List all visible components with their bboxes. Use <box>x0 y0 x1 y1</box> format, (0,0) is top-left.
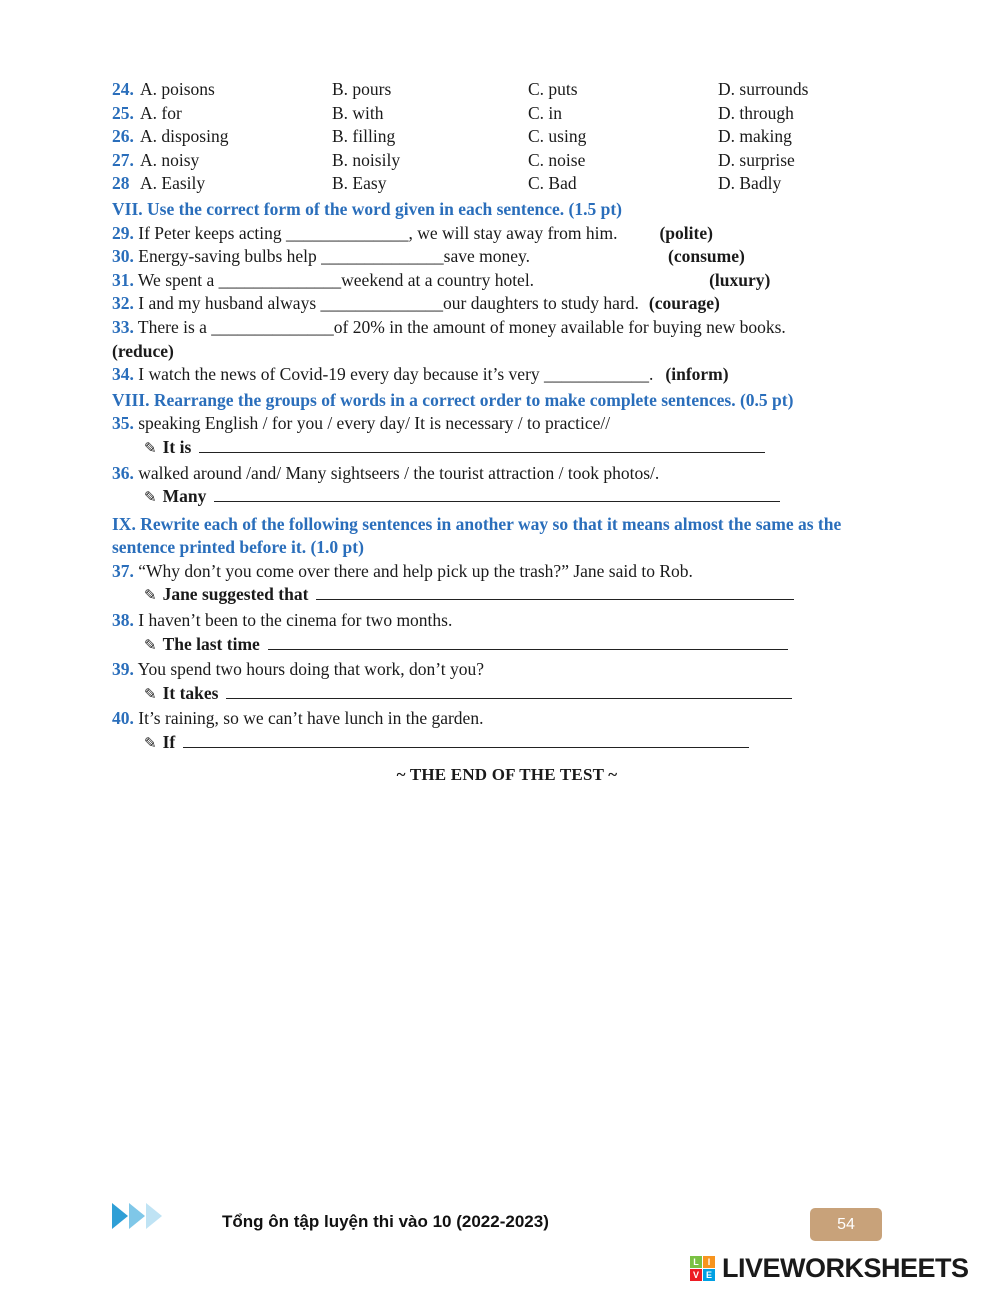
pen-icon: ✎ <box>144 440 157 457</box>
logo-letter-v: V <box>690 1269 702 1281</box>
given-word: (courage) <box>648 293 720 314</box>
option-d[interactable]: D. through <box>718 102 794 123</box>
option-a[interactable]: A. disposing <box>140 126 229 147</box>
option-b[interactable]: B. Easy <box>332 173 387 194</box>
question-number: 26. <box>112 126 134 147</box>
section-heading-vii: VII. Use the correct form of the word given in each sentence. (1.5 pt) <box>112 198 622 219</box>
question-30 <box>112 245 902 269</box>
question-text: I and my husband always ______________our daughters to study hard. <box>133 293 639 314</box>
answer-blank[interactable] <box>183 733 749 748</box>
logo-letter-i: I <box>703 1256 715 1268</box>
end-of-test-note: ~ THE END OF THE TEST ~ <box>396 764 618 784</box>
answer-line-37[interactable] <box>112 583 902 609</box>
option-b[interactable]: B. filling <box>332 126 396 147</box>
given-word: (luxury) <box>709 269 771 290</box>
chevron-right-icon <box>146 1203 162 1229</box>
question-number: 32. <box>112 293 134 314</box>
logo-letter-e: E <box>703 1269 715 1281</box>
pen-icon: ✎ <box>144 686 157 703</box>
option-c[interactable]: C. Bad <box>528 173 577 194</box>
mcq-row <box>112 172 902 196</box>
option-c[interactable]: C. noise <box>528 149 586 170</box>
given-word: (polite) <box>659 222 713 243</box>
given-word-reduce: (reduce) <box>112 340 174 361</box>
logo-letter-l: L <box>690 1256 702 1268</box>
option-a[interactable]: A. poisons <box>140 79 215 99</box>
given-word: (inform) <box>665 364 729 385</box>
question-number: 34. <box>112 364 134 385</box>
worksheet-content <box>112 78 902 785</box>
question-38 <box>112 609 902 633</box>
answer-lead: Jane suggested that <box>162 584 309 605</box>
question-number: 39. <box>112 659 134 680</box>
mcq-row <box>112 149 902 173</box>
option-b[interactable]: B. noisily <box>332 149 401 170</box>
question-text: walked around /and/ Many sightseers / the tourist attraction / took photos/. <box>133 462 660 483</box>
answer-line-38[interactable] <box>112 633 902 659</box>
question-text: speaking English / for you / every day/ It is necessary / to practice// <box>133 413 611 434</box>
pen-icon: ✎ <box>144 637 157 654</box>
option-c[interactable]: C. puts <box>528 79 578 99</box>
option-b[interactable]: B. pours <box>332 79 392 99</box>
pen-icon: ✎ <box>144 736 157 753</box>
question-number: 35. <box>112 413 134 434</box>
answer-line-36[interactable] <box>112 485 902 511</box>
mcq-row <box>112 102 902 126</box>
chevron-right-icon <box>112 1203 128 1229</box>
pen-icon: ✎ <box>144 490 157 507</box>
question-text: I watch the news of Covid-19 every day because it’s very ____________. <box>133 364 654 385</box>
question-34 <box>112 363 902 387</box>
option-d[interactable]: D. making <box>718 126 792 147</box>
question-number: 30. <box>112 246 134 267</box>
option-d[interactable]: D. surrounds <box>718 79 809 99</box>
option-a[interactable]: A. noisy <box>140 149 200 170</box>
option-a[interactable]: A. Easily <box>140 173 206 194</box>
pen-icon: ✎ <box>144 588 157 605</box>
question-number: 36. <box>112 462 134 483</box>
question-text: Energy-saving bulbs help ______________save money. <box>133 246 531 267</box>
answer-blank[interactable] <box>199 438 765 453</box>
mcq-row <box>112 125 902 149</box>
answer-blank[interactable] <box>268 635 788 650</box>
question-number: 24. <box>112 79 134 99</box>
answer-line-35[interactable] <box>112 436 902 462</box>
question-33 <box>112 316 902 340</box>
answer-lead: If <box>162 732 176 753</box>
question-text: “Why don’t you come over there and help pick up the trash?” Jane said to Rob. <box>133 560 693 581</box>
answer-blank[interactable] <box>214 487 780 502</box>
liveworksheets-logo[interactable] <box>690 1253 969 1284</box>
footer-title: Tổng ôn tập luyện thi vào 10 (2022-2023) <box>222 1212 549 1231</box>
question-number: 27. <box>112 149 134 170</box>
section-heading-ix: IX. Rewrite each of the following sentences in another way so that it means almost the same as the sentence printed before it. (1.0 pt) <box>112 513 842 558</box>
question-36 <box>112 462 902 486</box>
question-31 <box>112 269 902 293</box>
mcq-row <box>112 78 902 102</box>
question-39 <box>112 658 902 682</box>
question-text: We spent a ______________weekend at a country hotel. <box>133 269 535 290</box>
answer-blank[interactable] <box>226 684 792 699</box>
question-text: You spend two hours doing that work, don’t you? <box>133 659 485 680</box>
question-number: 25. <box>112 102 134 123</box>
question-40 <box>112 707 902 731</box>
answer-line-39[interactable] <box>112 682 902 708</box>
question-text: If Peter keeps acting ______________, we will stay away from him. <box>133 222 618 243</box>
option-b[interactable]: B. with <box>332 102 384 123</box>
option-d[interactable]: D. Badly <box>718 173 782 194</box>
answer-lead: Many <box>162 486 207 507</box>
question-35 <box>112 412 902 436</box>
question-number: 28 <box>112 173 130 194</box>
question-29 <box>112 222 902 246</box>
chevron-decoration <box>112 1203 163 1229</box>
question-text: I haven’t been to the cinema for two months. <box>133 610 453 631</box>
question-number: 33. <box>112 316 134 337</box>
chevron-right-icon <box>129 1203 145 1229</box>
question-32 <box>112 292 902 316</box>
question-number: 38. <box>112 610 134 631</box>
question-37 <box>112 560 902 584</box>
question-number: 40. <box>112 708 134 729</box>
answer-lead: The last time <box>162 633 260 654</box>
liveworksheets-wordmark: LIVEWORKSHEETS <box>722 1253 969 1283</box>
answer-lead: It takes <box>162 682 219 703</box>
answer-blank[interactable] <box>316 585 794 600</box>
given-word: (consume) <box>668 246 745 267</box>
page-number-badge: 54 <box>810 1208 882 1241</box>
answer-lead: It is <box>162 436 192 457</box>
option-a[interactable]: A. for <box>140 102 182 123</box>
question-number: 37. <box>112 560 134 581</box>
option-c[interactable]: C. using <box>528 126 587 147</box>
answer-line-40[interactable] <box>112 731 902 757</box>
question-number: 29. <box>112 222 134 243</box>
question-text: There is a ______________of 20% in the amount of money available for buying new books. <box>133 316 786 337</box>
option-d[interactable]: D. surprise <box>718 149 795 170</box>
question-number: 31. <box>112 269 134 290</box>
liveworksheets-mark-icon <box>690 1256 715 1281</box>
option-c[interactable]: C. in <box>528 102 563 123</box>
question-text: It’s raining, so we can’t have lunch in the garden. <box>133 708 484 729</box>
section-heading-viii: VIII. Rearrange the groups of words in a correct order to make complete sentences. (0.5 pt) <box>112 389 794 410</box>
